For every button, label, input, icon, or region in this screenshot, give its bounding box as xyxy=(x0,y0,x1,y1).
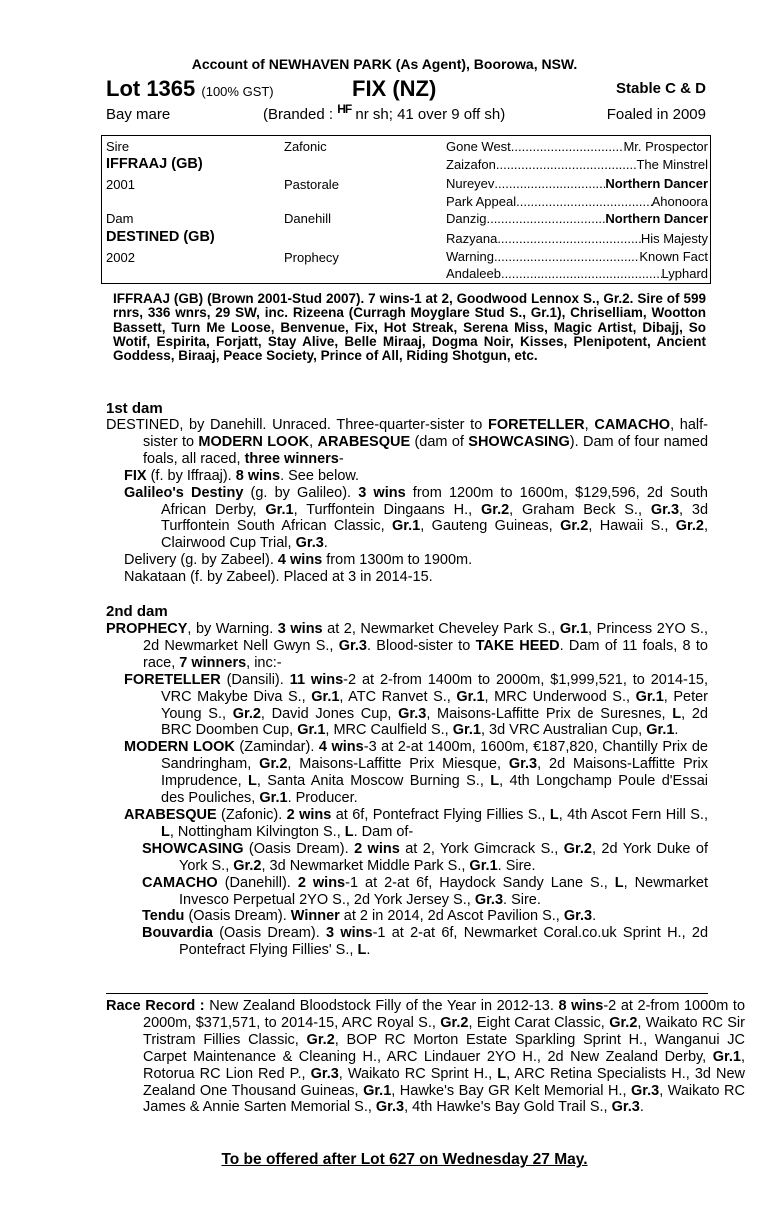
pedigree-g1: Gone West ..... Mr. Prospector xyxy=(446,139,708,154)
first-dam-progeny-1: FIX (f. by Iffraaj). 8 wins. See below. xyxy=(124,467,360,484)
first-dam-section xyxy=(106,417,708,586)
brand-mark-icon: HF xyxy=(337,102,352,116)
second-dam-description: PROPHECY, by Warning. 3 wins at 2, Newmarket Cheveley Park S., Gr.1, Princess 2YO S., 2d Newmarket Nell Gwyn S., Gr.3. Blood-sister to TAKE HEED. Dam of 11 foals, 8 to race, 7 winners, inc:- xyxy=(106,621,708,671)
sire-label: Sire xyxy=(106,139,130,154)
dam-dam: Prophecy xyxy=(284,250,339,265)
sire-year: 2001 xyxy=(106,177,135,192)
race-record-text: New Zealand Bloodstock Filly of the Year in 2012-13. 8 wins-2 at 2-from 1000m to 2000m, $371,571, to 2014-15, ARC Royal S., Gr.2, Eight Carat Classic, Gr.2, Waikato RC Sir Tristram Fillies Classic, Gr.2, BOP RC Morton Estate Sparkling Sprint H., Wanganui JC Carpet Maintenance & Cleaning H., ARC Lindauer 2YO H., 2d New Zealand Derby, Gr.1, Rotorua RC Lion Red P., Gr.3, Waikato RC Sprint H., L, ARC Retina Specialists H., 3d New Zealand One Thousand Guineas, Gr.1, Hawke's Bay GR Kelt Memorial H., Gr.3, Waikato RC James & Annie Sarten Memorial S., Gr.3, 4th Hawke's Bay Gold Trail S., Gr.3. xyxy=(143,998,746,1116)
gst-note: (100% GST) xyxy=(201,84,274,99)
horse-details xyxy=(106,102,706,126)
lot-header xyxy=(106,76,706,102)
sire-dam: Pastorale xyxy=(284,177,339,192)
grand-progeny-3: Tendu (Oasis Dream). Winner at 2 in 2014, 2d Ascot Pavilion S., Gr.3. xyxy=(142,908,597,925)
pedigree-g2: Zaizafon ..... The Minstrel xyxy=(446,157,708,172)
first-dam-progeny-4: Nakataan (f. by Zabeel). Placed at 3 in 2014-15. xyxy=(124,569,433,586)
pedigree-g7: Warning ..... Known Fact xyxy=(446,249,708,264)
race-record-title: Race Record : xyxy=(106,998,205,1014)
sire-summary: IFFRAAJ (GB) (Brown 2001-Stud 2007). 7 wins-1 at 2, Goodwood Lennox S., Gr.2. Sire of 599 rnrs, 336 wnrs, 29 SW, inc. Rizeena (Curragh Moyglare Stud S., Gr.1), Chriselliam, Wootton Bassett, Turn Me Loose, Benvenue, Fix, Hot Streak, Serena Miss, Magic Artist, Dibajj, So Wotif, Espirita, Forjatt, Stay Alive, Belle Miraaj, Dogma Noir, Kisses, Plenipotent, Ancient Goddess, Biraaj, Peace Society, Prince of All, Riding Shotgun, etc. xyxy=(113,291,706,364)
first-dam-description: DESTINED, by Danehill. Unraced. Three-quarter-sister to FORETELLER, CAMACHO, half-sister to MODERN LOOK, ARABESQUE (dam of SHOWCASING). Dam of four named foals, all raced, three winners- xyxy=(106,417,709,467)
grand-progeny-2: CAMACHO (Danehill). 2 wins-1 at 2-at 6f, Haydock Sandy Lane S., L, Newmarket Invesco Perpetual 2YO S., 2d York Jersey S., Gr.3. Sire. xyxy=(142,874,708,908)
foaled-year: Foaled in 2009 xyxy=(606,106,706,123)
second-dam-progeny-2: MODERN LOOK (Zamindar). 4 wins-3 at 2-at 1400m, 1600m, €187,820, Chantilly Prix de Sandringham, Gr.2, Maisons-Laffitte Prix Miesque, Gr.3, 2d Maisons-Laffitte Prix Imprudence, L, Santa Anita Moscow Burning S., L, 4th Longchamp Poule d'Essai des Pouliches, Gr.1. Producer. xyxy=(124,739,708,807)
second-dam-progeny-1: FORETELLER (Dansili). 11 wins-2 at 2-from 1400m to 2000m, $1,999,521, to 2014-15, VRC Makybe Diva S., Gr.1, ATC Ranvet S., Gr.1, MRC Underwood S., Gr.1, Peter Young S., Gr.2, David Jones Cup, Gr.3, Maisons-Laffitte Prix de Suresnes, L, 2d BRC Doomben Cup, Gr.1, MRC Caulfield S., Gr.1, 3d VRC Australian Cup, Gr.1. xyxy=(124,671,708,739)
dam-year: 2002 xyxy=(106,250,135,265)
sire-sire: Zafonic xyxy=(284,139,327,154)
sire-name: IFFRAAJ (GB) xyxy=(106,156,203,172)
dam-name: DESTINED (GB) xyxy=(106,229,215,245)
offer-notice: To be offered after Lot 627 on Wednesday 27 May. xyxy=(221,1151,588,1168)
pedigree-g4: Park Appeal ..... Ahonoora xyxy=(446,194,708,209)
horse-name: FIX (NZ) xyxy=(352,76,437,101)
dam-label: Dam xyxy=(106,211,134,226)
section-divider xyxy=(106,993,708,994)
grand-progeny-1: SHOWCASING (Oasis Dream). 2 wins at 2, York Gimcrack S., Gr.2, 2d York Duke of York S., Gr.2, 3d Newmarket Middle Park S., Gr.1. Sire. xyxy=(142,840,709,874)
lot-number: Lot 1365 (100% GST) xyxy=(106,76,274,101)
pedigree-g3: Nureyev ..... Northern Dancer xyxy=(446,176,708,191)
pedigree-g8: Andaleeb ..... Lyphard xyxy=(446,266,708,281)
first-dam-progeny-3: Delivery (g. by Zabeel). 4 wins from 1300m to 1900m. xyxy=(124,552,473,569)
second-dam-progeny-3: ARABESQUE (Zafonic). 2 wins at 6f, Pontefract Flying Fillies S., L, 4th Ascot Fern Hill S., L, Nottingham Kilvington S., L. Dam of- xyxy=(124,806,708,840)
pedigree-g6: Razyana ..... His Majesty xyxy=(446,231,708,246)
race-record xyxy=(106,998,745,1116)
dam-sire: Danehill xyxy=(284,211,331,226)
second-dam-section xyxy=(106,621,708,959)
stable: Stable C & D xyxy=(615,80,706,97)
pedigree-g5: Danzig ..... Northern Dancer xyxy=(446,211,708,226)
second-dam-heading: 2nd dam xyxy=(106,603,168,620)
horse-sex: Bay mare xyxy=(106,106,171,123)
vendor-account: Account of NEWHAVEN PARK (As Agent), Boorowa, NSW. xyxy=(191,56,578,72)
first-dam-heading: 1st dam xyxy=(106,400,163,417)
first-dam-progeny-2: Galileo's Destiny (g. by Galileo). 3 wins from 1200m to 1600m, $129,596, 2d South African Derby, Gr.1, Turffontein Dingaans H., Gr.2, Graham Beck S., Gr.3, 3d Turffontein South African Classic, Gr.1, Gauteng Guineas, Gr.2, Hawaii S., Gr.2, Clairwood Cup Trial, Gr.3. xyxy=(124,484,709,552)
pedigree-table xyxy=(101,135,711,284)
grand-progeny-4: Bouvardia (Oasis Dream). 3 wins-1 at 2-at 6f, Newmarket Coral.co.uk Sprint H., 2d Pontefract Flying Fillies' S., L. xyxy=(142,925,709,959)
brand-info: (Branded : HF nr sh; 41 over 9 off sh) xyxy=(263,102,506,123)
